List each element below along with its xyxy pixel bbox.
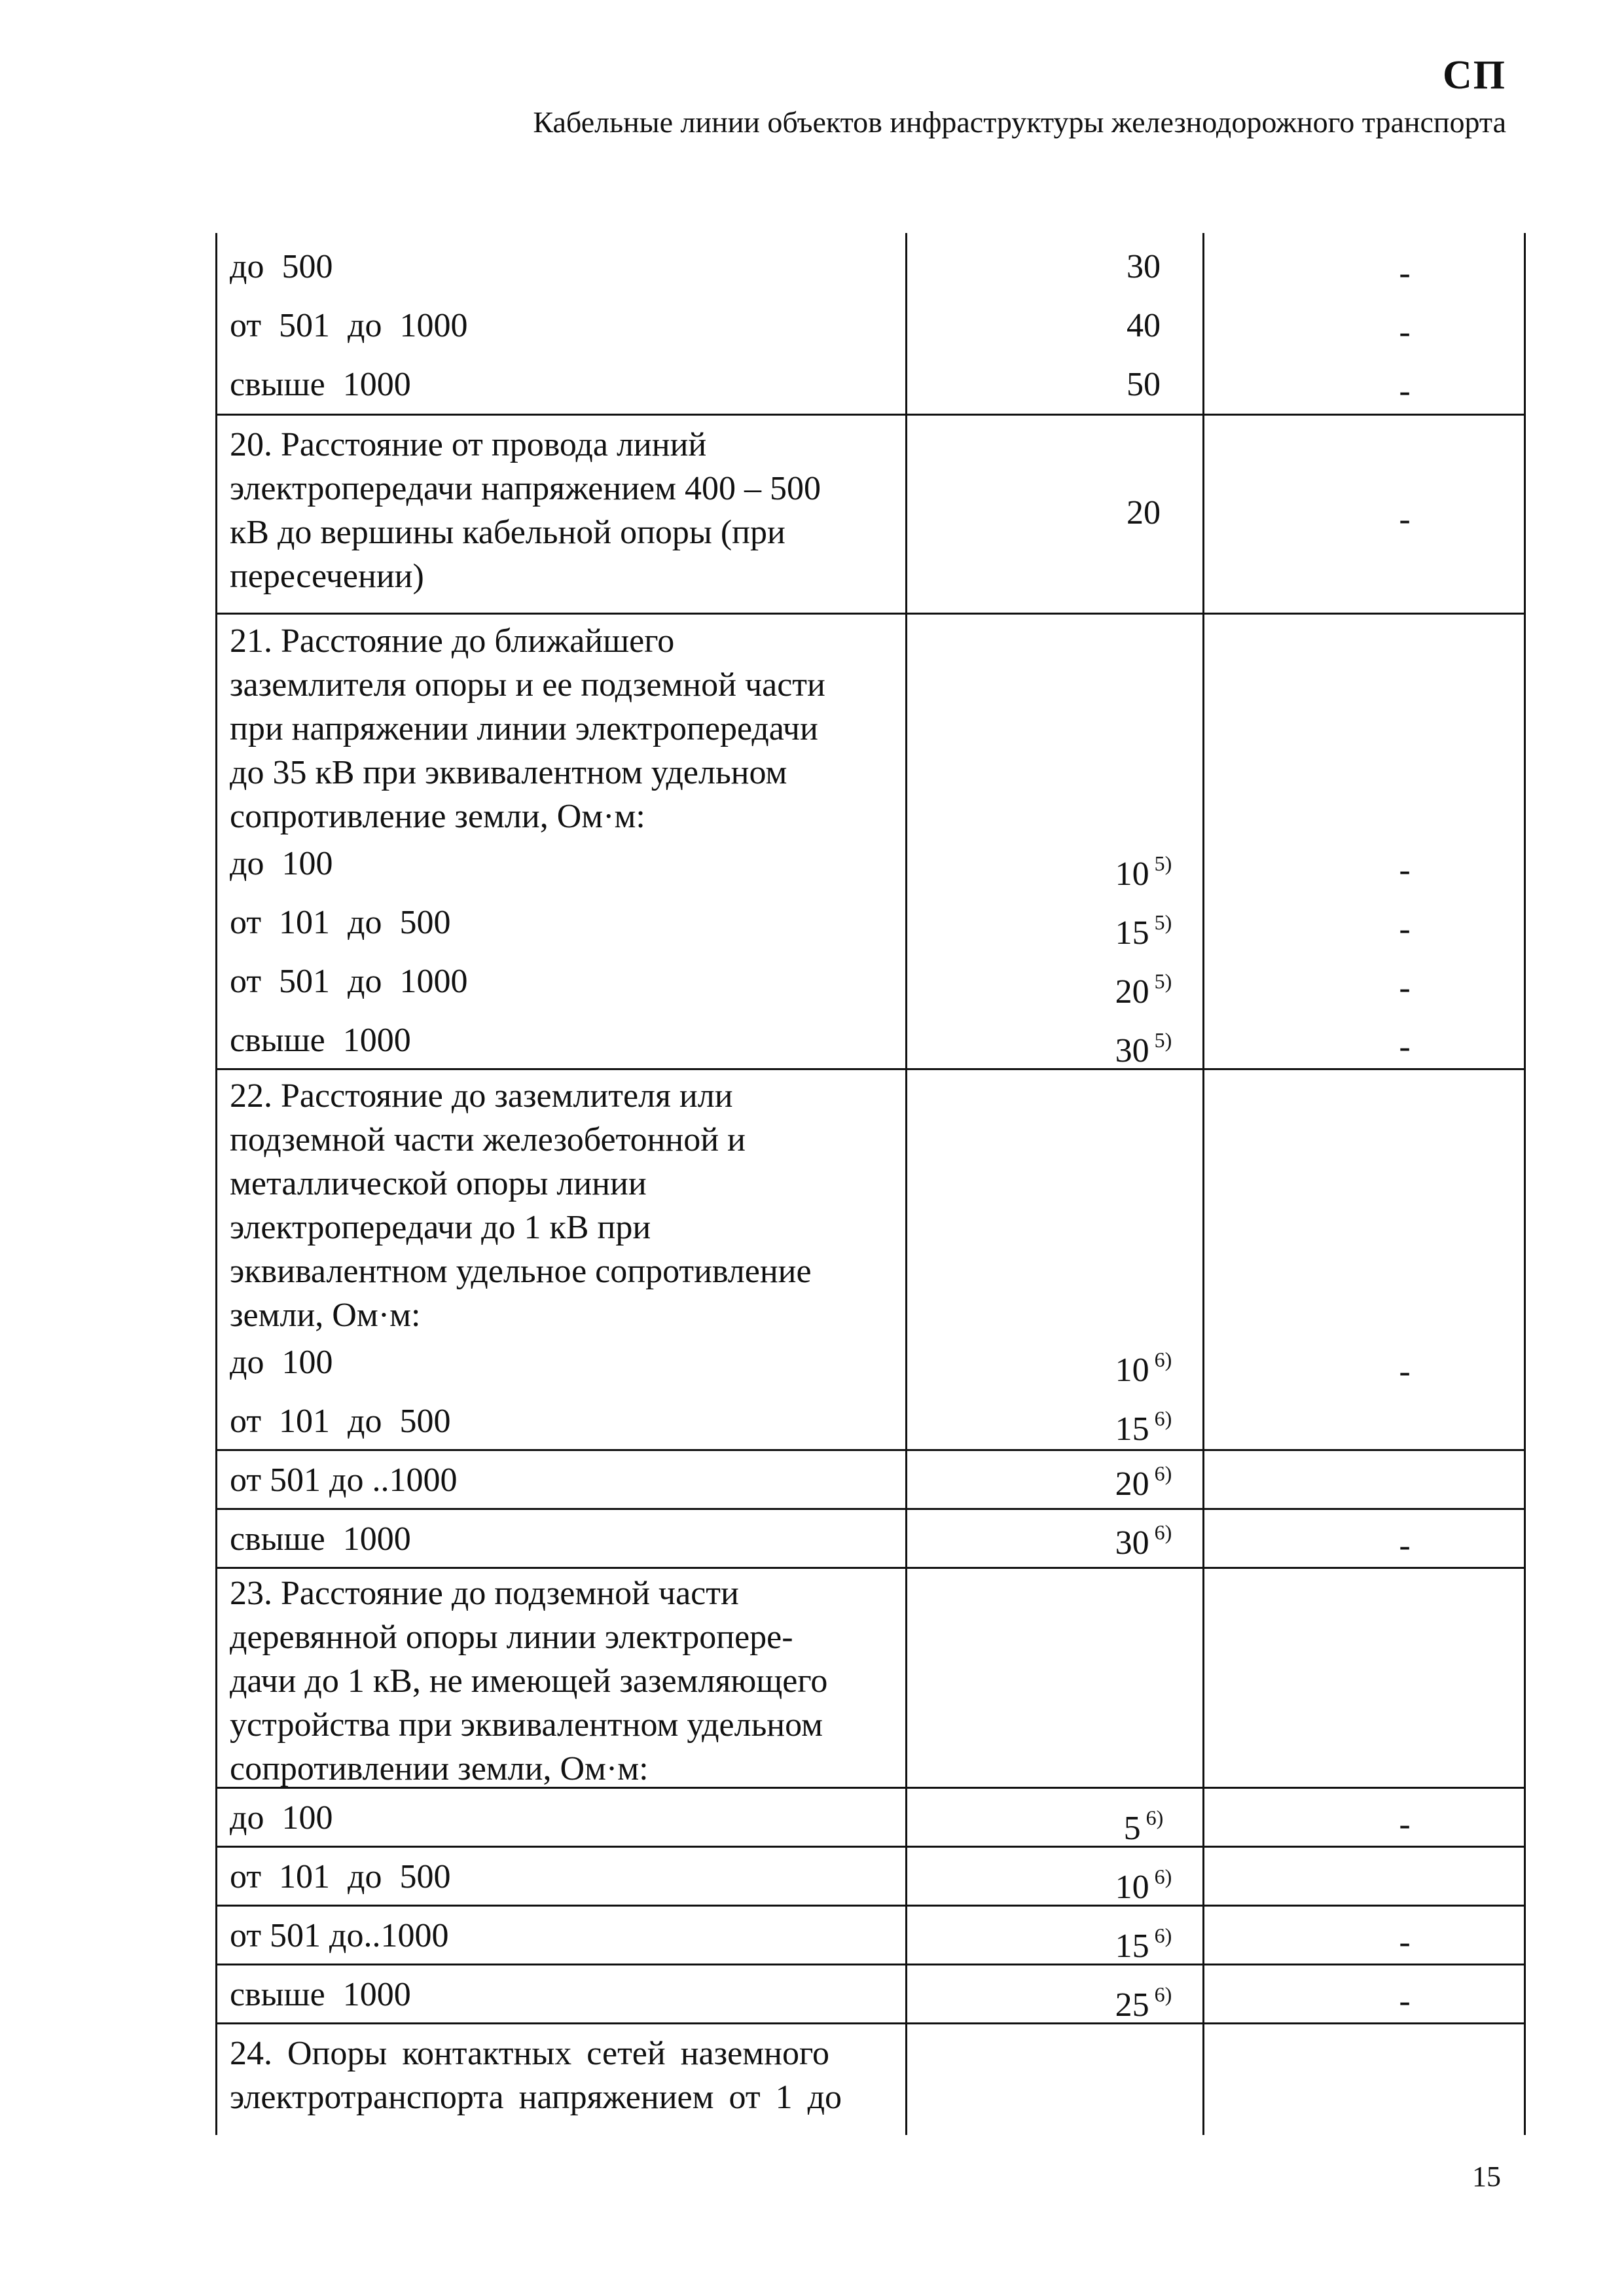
footnote-ref: 5) — [1154, 969, 1172, 993]
row-divider — [215, 1567, 1526, 1569]
row-divider — [215, 1905, 1526, 1907]
empty-mark: - — [1399, 372, 1411, 410]
distance-value — [1026, 960, 1261, 1014]
item-22-line: электропередачи до 1 кВ при — [230, 1209, 651, 1246]
distance-value — [1026, 1452, 1261, 1506]
item-21-line: 21. Расстояние до ближайшего — [230, 622, 675, 660]
empty-mark: - — [1399, 852, 1411, 889]
footnote-ref: 6) — [1154, 1924, 1172, 1947]
value-number: 15 — [1115, 1410, 1149, 1448]
range-label: от 501 до..1000 — [230, 1917, 449, 1954]
distance-value: 30 — [1127, 248, 1161, 285]
empty-mark: - — [1399, 969, 1411, 1007]
row-divider — [215, 2022, 1526, 2024]
item-22-line: металлической опоры линии — [230, 1165, 647, 1202]
item-23-line: дачи до 1 кВ, не имеющей заземляющего — [230, 1662, 828, 1700]
footnote-ref: 6) — [1154, 1520, 1172, 1544]
footnote-ref: 5) — [1154, 910, 1172, 934]
item-21-line: при напряжении линии электропередачи — [230, 710, 818, 747]
value-number: 5 — [1123, 1810, 1141, 1847]
page-number: 15 — [1472, 2161, 1501, 2193]
range-label: до 100 — [230, 845, 333, 882]
range-label: до 500 — [230, 248, 333, 285]
empty-mark: - — [1399, 1806, 1411, 1843]
row-divider — [215, 1449, 1526, 1451]
empty-mark: - — [1399, 255, 1411, 292]
distance-value — [1026, 1018, 1261, 1073]
footnote-ref: 6) — [1154, 1407, 1172, 1430]
value-number: 10 — [1115, 1869, 1149, 1906]
range-label: от 501 до ..1000 — [230, 1462, 458, 1499]
item-22-line: земли, Ом·м: — [230, 1297, 421, 1334]
item-20-line: 20. Расстояние от провода линий — [230, 426, 707, 463]
row-divider — [215, 414, 1526, 416]
footnote-ref: 6) — [1146, 1806, 1164, 1829]
item-24-line: электротранспорта напряжением от 1 до — [230, 2079, 842, 2116]
empty-mark: - — [1399, 314, 1411, 351]
range-label: от 101 до 500 — [230, 1403, 451, 1440]
empty-mark: - — [1399, 910, 1411, 948]
row-divider — [215, 1846, 1526, 1848]
item-21-line: до 35 кВ при эквивалентном удельном — [230, 754, 787, 791]
item-23-line: 23. Расстояние до подземной части — [230, 1575, 739, 1612]
item-20-line: электропередачи напряжением 400 – 500 — [230, 470, 821, 507]
distance-value — [1026, 1511, 1261, 1565]
value-number: 20 — [1115, 1465, 1149, 1503]
item-20-line: пересечении) — [230, 558, 424, 595]
distance-value — [1026, 1796, 1261, 1850]
item-22-line: 22. Расстояние до заземлителя или — [230, 1077, 733, 1115]
range-label: свыше 1000 — [230, 1520, 411, 1558]
value-number: 15 — [1115, 1928, 1149, 1965]
empty-mark: - — [1399, 1028, 1411, 1066]
item-23-line: сопротивлении земли, Ом·м: — [230, 1750, 649, 1787]
range-label: от 501 до 1000 — [230, 963, 468, 1000]
value-number: 10 — [1115, 1352, 1149, 1389]
row-divider — [215, 613, 1526, 615]
item-22-line: подземной части железобетонной и — [230, 1121, 746, 1158]
item-20-line: кВ до вершины кабельной опоры (при — [230, 514, 785, 551]
empty-mark: - — [1399, 1924, 1411, 1961]
empty-mark: - — [1399, 1982, 1411, 2020]
range-label: свыше 1000 — [230, 1976, 411, 2013]
row-divider — [215, 1068, 1526, 1070]
empty-mark: - — [1399, 1527, 1411, 1564]
value-number: 25 — [1115, 1986, 1149, 2024]
table-right-border — [1524, 233, 1526, 2135]
footnote-ref: 5) — [1154, 852, 1172, 875]
distance-value: 40 — [1127, 307, 1161, 344]
distance-value — [1026, 901, 1261, 955]
item-22-line: эквивалентном удельное сопротивление — [230, 1253, 812, 1290]
footnote-ref: 5) — [1154, 1028, 1172, 1052]
range-label: от 101 до 500 — [230, 904, 451, 941]
item-21-line: сопротивление земли, Ом·м: — [230, 798, 645, 835]
distance-value — [1026, 1397, 1261, 1451]
row-divider — [215, 1964, 1526, 1965]
value-number: 15 — [1115, 914, 1149, 952]
footnote-ref: 6) — [1154, 1865, 1172, 1888]
item-21-line: заземлителя опоры и ее подземной части — [230, 666, 825, 704]
document-code: СП — [1443, 53, 1506, 98]
distance-value — [1026, 842, 1261, 896]
distance-value: 50 — [1127, 366, 1161, 403]
distance-value — [1026, 1973, 1261, 2027]
footnote-ref: 6) — [1154, 1462, 1172, 1485]
distance-value — [1026, 1338, 1261, 1392]
range-label: от 101 до 500 — [230, 1858, 451, 1895]
footnote-ref: 6) — [1154, 1982, 1172, 2006]
requirements-table — [215, 233, 1526, 2135]
value-number: 30 — [1115, 1524, 1149, 1562]
item-24-line: 24. Опоры контактных сетей наземного — [230, 2035, 830, 2072]
value-number: 30 — [1115, 1032, 1149, 1069]
distance-value — [1026, 1855, 1261, 1909]
empty-mark: - — [1399, 501, 1411, 538]
range-label: до 100 — [230, 1799, 333, 1837]
empty-mark: - — [1399, 1353, 1411, 1390]
item-23-line: устройства при эквивалентном удельном — [230, 1706, 823, 1744]
value-number: 20 — [1115, 973, 1149, 1011]
row-divider — [215, 1508, 1526, 1510]
distance-value — [1026, 1914, 1261, 1968]
distance-value: 20 — [1127, 494, 1161, 531]
table-left-border — [215, 233, 217, 2135]
value-number: 10 — [1115, 855, 1149, 893]
range-label: до 100 — [230, 1344, 333, 1381]
range-label: свыше 1000 — [230, 1022, 411, 1059]
document-title: Кабельные линии объектов инфраструктуры железнодорожного транспорта — [533, 105, 1506, 139]
item-23-line: деревянной опоры линии электропере- — [230, 1619, 793, 1656]
range-label: от 501 до 1000 — [230, 307, 468, 344]
range-label: свыше 1000 — [230, 366, 411, 403]
footnote-ref: 6) — [1154, 1348, 1172, 1371]
